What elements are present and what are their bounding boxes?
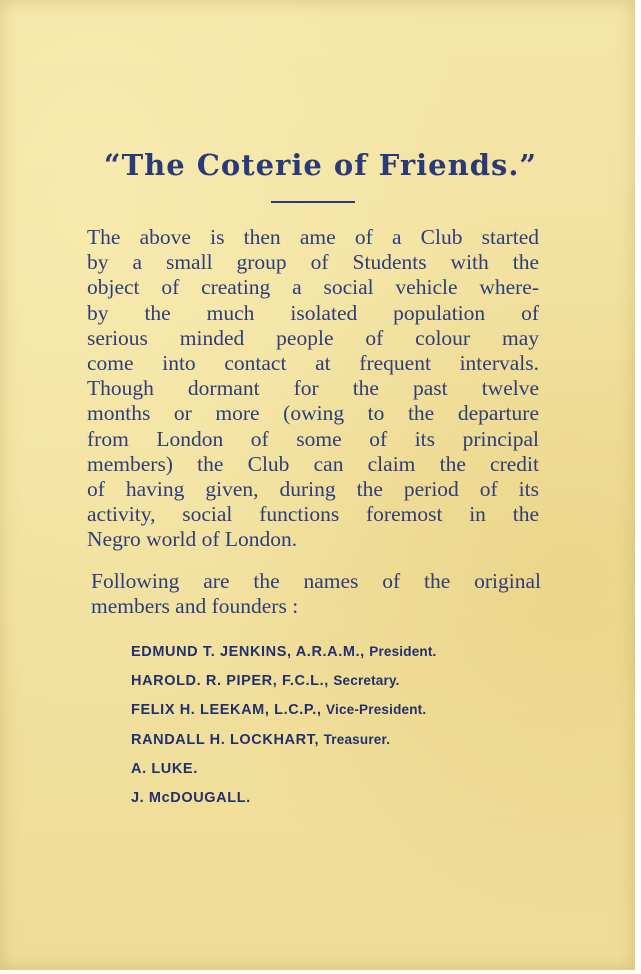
intro-line: Following are the names of the original — [91, 569, 541, 593]
paragraph-line: from London of some of its principal — [87, 426, 539, 451]
member-name: A. LUKE. — [131, 760, 198, 777]
member-name: HAROLD. R. PIPER, F.C.L., — [131, 673, 329, 690]
member-name: J. McDOUGALL. — [131, 789, 251, 806]
paragraph-line: by a small group of Students with the — [87, 250, 539, 275]
title-underline — [271, 201, 355, 203]
member-item — [131, 760, 551, 789]
description-paragraph — [87, 225, 539, 553]
member-role: Vice-President. — [326, 702, 427, 718]
paragraph-line: Though dormant for the past twelve — [87, 376, 539, 401]
member-item — [131, 643, 551, 672]
page-edge — [635, 0, 641, 974]
paragraph-line: come into contact at frequent intervals. — [87, 351, 539, 376]
paragraph-line: The above is then ame of a Club started — [87, 225, 539, 249]
member-item — [131, 672, 551, 701]
paragraph-line: activity, social functions foremost in the — [87, 502, 539, 527]
member-name: RANDALL H. LOCKHART, — [131, 731, 320, 748]
member-name: FELIX H. LEEKAM, L.C.P., — [131, 702, 322, 719]
member-item — [131, 731, 551, 760]
member-role: Treasurer. — [323, 731, 391, 747]
intro-line: members and founders : — [91, 594, 299, 619]
page-title: “The Coterie of Friends.” — [103, 148, 538, 182]
member-item — [131, 789, 551, 818]
members-intro — [91, 569, 541, 619]
member-role: Secretary. — [333, 673, 400, 689]
members-list — [131, 643, 551, 818]
paragraph-line: Negro world of London. — [87, 527, 298, 552]
paragraph-line: object of creating a social vehicle where- — [87, 275, 539, 300]
paragraph-line: of having given, during the period of its — [87, 477, 539, 502]
paragraph-line: serious minded people of colour may — [87, 325, 539, 350]
member-name: EDMUND T. JENKINS, A.R.A.M., — [131, 644, 365, 660]
member-role: President. — [369, 644, 437, 659]
paragraph-line: by the much isolated population of — [87, 300, 539, 325]
member-item — [131, 701, 551, 730]
paragraph-line: months or more (owing to the departure — [87, 401, 539, 426]
paragraph-line: members) the Club can claim the credit — [87, 451, 539, 476]
